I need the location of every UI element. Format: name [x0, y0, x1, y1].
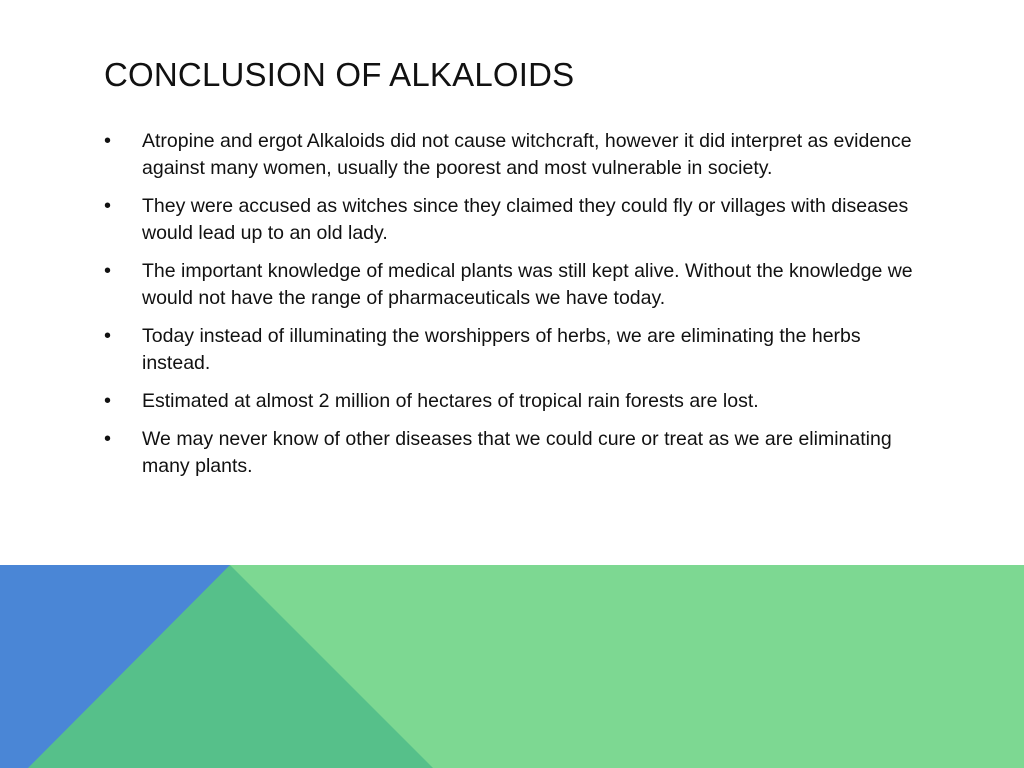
- bullet-dot-icon: •: [104, 130, 112, 152]
- bullet-list: [104, 128, 934, 491]
- slide-title: CONCLUSION OF ALKALOIDS: [104, 56, 575, 93]
- bullet-item: [104, 323, 934, 377]
- bullet-text: Atropine and ergot Alkaloids did not cause witchcraft, however it did interpret as evidence against many women, usually the poorest and most vulnerable in society.: [142, 130, 912, 179]
- bullet-dot-icon: •: [104, 195, 112, 217]
- bullet-item: [104, 258, 934, 312]
- bullet-dot-icon: •: [104, 390, 112, 412]
- bullet-text: They were accused as witches since they claimed they could fly or villages with diseases would lead up to an old lady.: [142, 195, 909, 244]
- bullet-text: We may never know of other diseases that we could cure or treat as we are eliminating many plants.: [142, 428, 892, 477]
- bullet-item: [104, 388, 934, 415]
- bullet-dot-icon: •: [104, 428, 112, 450]
- bullet-text: Estimated at almost 2 million of hectares of tropical rain forests are lost.: [142, 390, 759, 412]
- bullet-item: [104, 426, 934, 480]
- bullet-text: Today instead of illuminating the worshippers of herbs, we are eliminating the herbs instead.: [142, 325, 861, 374]
- bullet-text: The important knowledge of medical plants was still kept alive. Without the knowledge we would not have the range of pharmaceuticals we have today.: [142, 260, 913, 309]
- bullet-item: [104, 193, 934, 247]
- decorative-footer-graphic: [0, 565, 1024, 768]
- bullet-dot-icon: •: [104, 260, 112, 282]
- bullet-item: [104, 128, 934, 182]
- bullet-dot-icon: •: [104, 325, 112, 347]
